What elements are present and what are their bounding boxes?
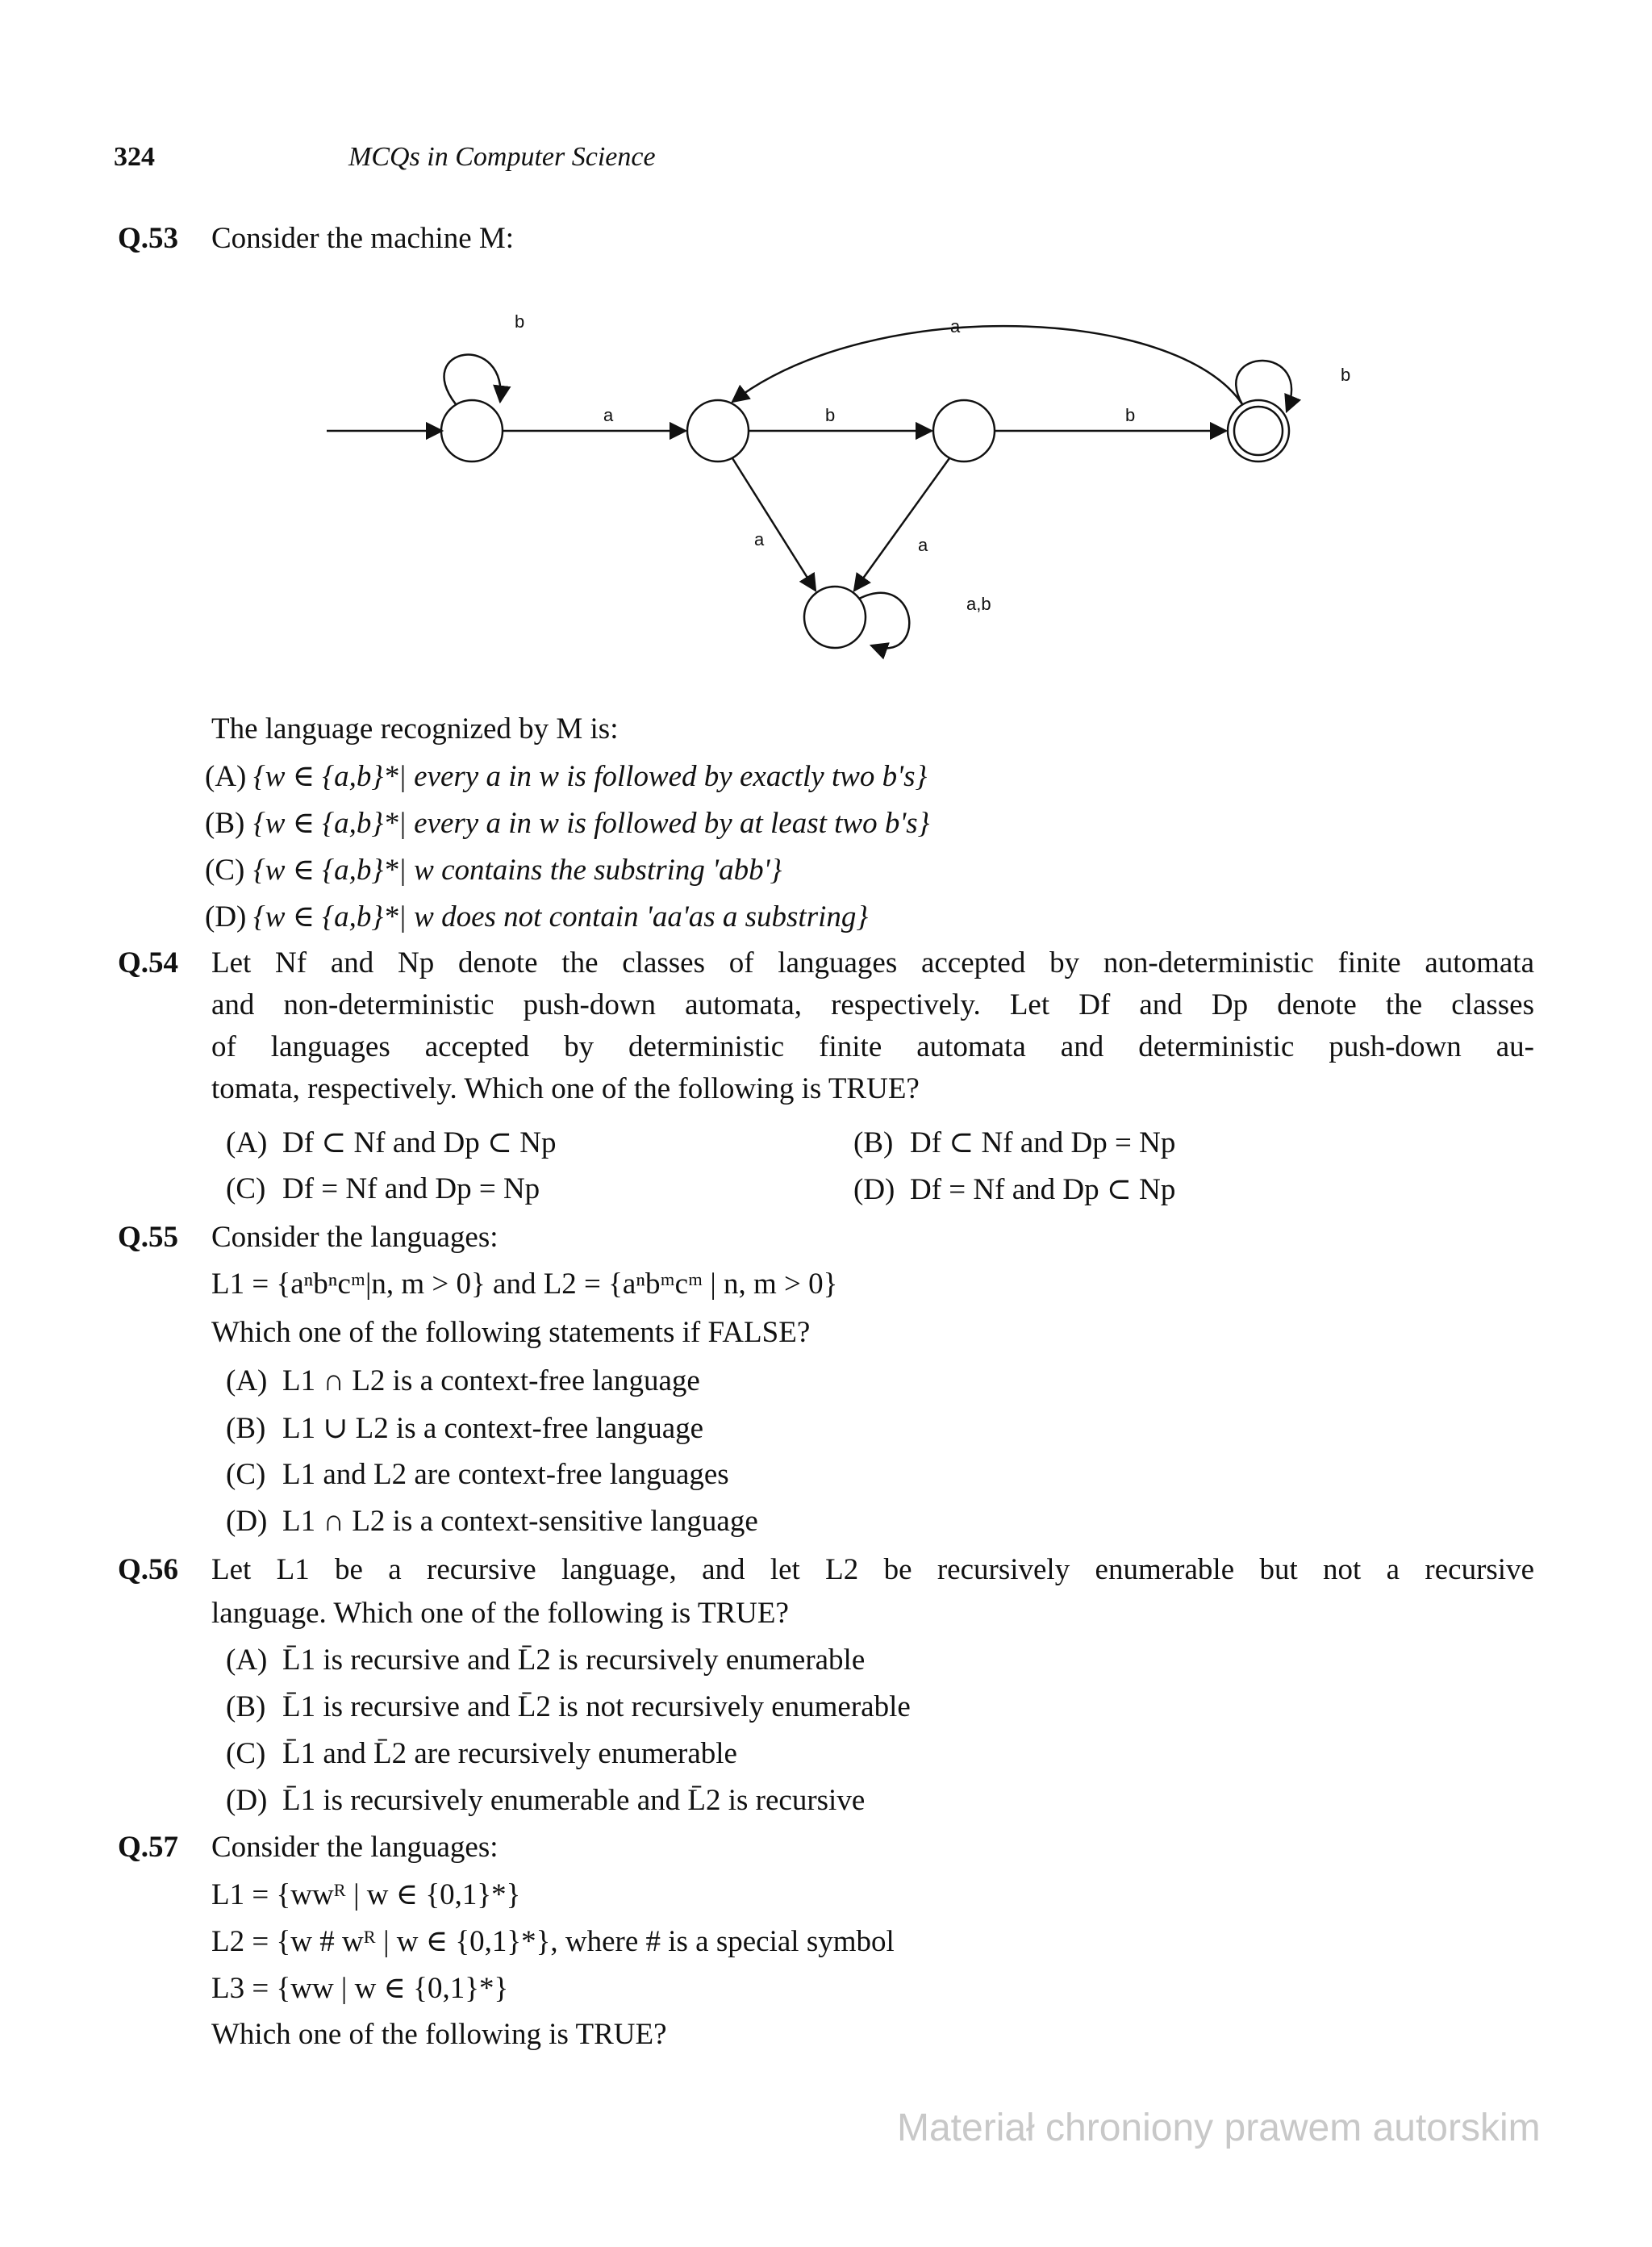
option-label: (C)	[205, 854, 245, 887]
q53-question: The language recognized by M is:	[211, 712, 619, 746]
q54-line-3: of languages accepted by deterministic finite automata and deterministic push-down au-	[211, 1030, 1534, 1063]
q53-option-d: (D) {w ∈ {a,b}*| w does not contain 'aa'as a substring}	[205, 900, 869, 933]
q55-option-b: (B) L1 ∪ L2 is a context-free language	[226, 1412, 704, 1445]
question-number-q57: Q.57	[118, 1831, 179, 1864]
q57-definition-l1: L1 = {wwᴿ | w ∈ {0,1}*}	[211, 1878, 521, 1911]
q56-option-a: (A) L̄1 is recursive and L̄2 is recursively enumerable	[226, 1643, 866, 1677]
edge-3-to-dead	[854, 458, 949, 591]
edge-accept-to-2	[732, 326, 1242, 404]
label-edge-3-accept: b	[1125, 405, 1136, 425]
label-edge-3-dead: a	[918, 535, 928, 555]
question-number-q56: Q.56	[118, 1553, 179, 1586]
q56-option-c: (C) L̄1 and L̄2 are recursively enumerable	[226, 1737, 737, 1770]
q56-option-d: (D) L̄1 is recursively enumerable and L̄2 is recursive	[226, 1784, 866, 1817]
q55-option-d: (D) L1 ∩ L2 is a context-sensitive language	[226, 1505, 758, 1538]
copyright-watermark: Materiał chroniony prawem autorskim	[897, 2107, 1541, 2149]
q56-line-1: Let L1 be a recursive language, and let L2 be recursively enumerable but not a recursive	[211, 1553, 1534, 1586]
q57-definition-l2: L2 = {w # wᴿ | w ∈ {0,1}*}, where # is a special symbol	[211, 1925, 895, 1958]
q54-line-1: Let Nf and Np denote the classes of languages accepted by non-deterministic finite automata	[211, 946, 1534, 979]
q55-option-c: (C) L1 and L2 are context-free languages	[226, 1458, 729, 1491]
q54-option-b: (B) Df ⊂ Nf and Dp = Np	[853, 1126, 1176, 1159]
state-2	[687, 400, 749, 462]
q53-option-b: (B) {w ∈ {a,b}*| every a in w is followed by at least two b's}	[205, 807, 930, 840]
q56-option-b: (B) L̄1 is recursive and L̄2 is not recursively enumerable	[226, 1690, 911, 1723]
state-machine-diagram	[307, 299, 1452, 686]
state-dead	[804, 587, 866, 648]
question-number-q53: Q.53	[118, 222, 179, 255]
label-edge-start-2: a	[603, 405, 614, 425]
label-loop-start: b	[515, 311, 525, 332]
q54-option-a: (A) Df ⊂ Nf and Dp ⊂ Np	[226, 1126, 557, 1159]
q54-line-2: and non-deterministic push-down automata, respectively. Let Df and Dp denote the classes	[211, 988, 1534, 1021]
q57-question: Which one of the following is TRUE?	[211, 2018, 667, 2051]
q54-option-d: (D) Df = Nf and Dp ⊂ Np	[853, 1173, 1176, 1206]
q57-prompt: Consider the languages:	[211, 1831, 499, 1864]
state-start	[441, 400, 503, 462]
label-loop-dead: a,b	[966, 594, 991, 614]
q55-option-a: (A) L1 ∩ L2 is a context-free language	[226, 1364, 700, 1397]
label-edge-2-3: b	[825, 405, 836, 425]
question-number-q54: Q.54	[118, 946, 179, 979]
option-label: (B)	[205, 807, 245, 840]
q53-option-a: (A) {w ∈ {a,b}*| every a in w is followed by exactly two b's}	[205, 760, 928, 793]
q54-line-4: tomata, respectively. Which one of the following is TRUE?	[211, 1072, 920, 1105]
state-3	[933, 400, 995, 462]
q56-line-2: language. Which one of the following is TRUE?	[211, 1597, 789, 1630]
loop-dead	[859, 593, 909, 649]
q53-option-c: (C) {w ∈ {a,b}*| w contains the substring 'abb'}	[205, 854, 782, 887]
q54-option-c: (C) Df = Nf and Dp = Np	[226, 1172, 540, 1205]
q55-definition: L1 = {aⁿbⁿcᵐ|n, m > 0} and L2 = {aⁿbᵐcᵐ | n, m > 0}	[211, 1268, 838, 1301]
question-number-q55: Q.55	[118, 1221, 179, 1254]
q57-definition-l3: L3 = {ww | w ∈ {0,1}*}	[211, 1972, 509, 2005]
label-edge-accept-2: a	[950, 316, 961, 336]
running-title: MCQs in Computer Science	[348, 142, 656, 172]
q53-prompt: Consider the machine M:	[211, 222, 515, 255]
q55-question: Which one of the following statements if FALSE?	[211, 1316, 811, 1349]
option-label: (A)	[205, 760, 247, 793]
loop-start	[444, 355, 501, 404]
state-accept-inner	[1234, 407, 1283, 455]
label-loop-accept: b	[1341, 365, 1351, 385]
q55-prompt: Consider the languages:	[211, 1221, 499, 1254]
edge-2-to-dead	[732, 458, 816, 591]
state-accept	[1228, 400, 1289, 462]
page-number: 324	[114, 142, 155, 172]
label-edge-2-dead: a	[754, 529, 765, 549]
option-label: (D)	[205, 900, 247, 933]
